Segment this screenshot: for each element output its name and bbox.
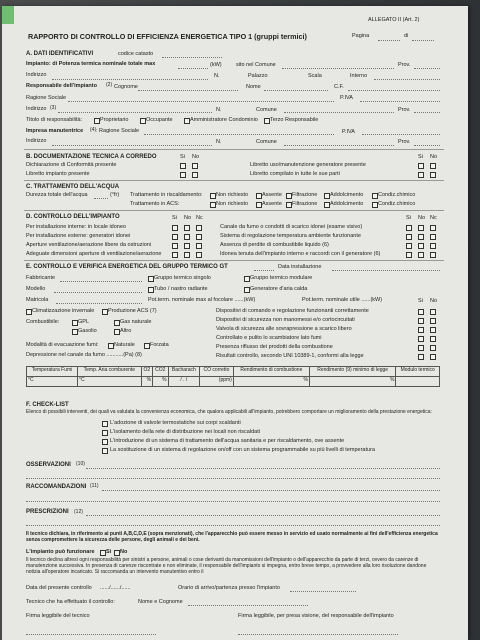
b-no-header-right: No bbox=[430, 154, 438, 160]
d-dimensioni-no[interactable] bbox=[184, 252, 190, 258]
funzionare-no-label: No bbox=[120, 549, 128, 555]
allegato-label: ALLEGATO II (Art. 2) bbox=[368, 17, 420, 23]
tratt-acs-label: Trattamento in ACS: bbox=[130, 201, 180, 207]
indirizzo-field[interactable] bbox=[52, 79, 208, 80]
di-label: di bbox=[404, 33, 409, 39]
nome-label: Nome bbox=[246, 84, 261, 90]
d-generatori-nc[interactable] bbox=[196, 234, 202, 240]
interno-field[interactable] bbox=[374, 79, 440, 80]
e-check-comando: Dispositivi di comando e regolazione funzionanti correttamente bbox=[216, 308, 369, 314]
section-c-heading: C. TRATTAMENTO DELL'ACQUA bbox=[26, 184, 120, 190]
prov3-field[interactable] bbox=[414, 145, 440, 146]
d-perdite-no[interactable] bbox=[418, 243, 424, 249]
e-sicurezza-si[interactable] bbox=[418, 318, 424, 324]
d-si-header-right: Si bbox=[406, 215, 411, 221]
d-canale-nc[interactable] bbox=[430, 225, 436, 231]
d-canale-si[interactable] bbox=[406, 225, 412, 231]
d-tenuta-si[interactable] bbox=[406, 252, 412, 258]
pagina-field[interactable] bbox=[378, 40, 400, 41]
section-a-heading: A. DATI IDENTIFICATIVI bbox=[26, 51, 94, 57]
depressione-label: Depressione nel canale da fumo ...........(Pa) (8) bbox=[26, 352, 142, 358]
f-isolamento-checkbox[interactable] bbox=[102, 430, 108, 436]
prov2-field[interactable] bbox=[414, 112, 440, 113]
f-item-isolamento: L'isolamento della rete di distribuzione nei locali non riscaldati bbox=[110, 429, 260, 435]
th-co2: CO2 bbox=[153, 367, 169, 377]
cf-field[interactable] bbox=[348, 90, 440, 91]
comune-field[interactable] bbox=[282, 68, 394, 69]
gpl-label: GPL bbox=[78, 319, 90, 325]
interno-label: Interno bbox=[350, 73, 368, 79]
terzo-responsabile-label: Terzo Responsabile bbox=[270, 117, 319, 123]
cf-label: C.F. bbox=[334, 84, 344, 90]
divider bbox=[24, 210, 444, 211]
b-libretto-compilato-no[interactable] bbox=[430, 172, 436, 178]
b-libretto-impianto-no[interactable] bbox=[192, 172, 198, 178]
th-temp-fumi: Temperatura Fumi bbox=[27, 367, 78, 377]
d-generatori-si[interactable] bbox=[172, 234, 178, 240]
acs-filtrazione-label: Filtrazione bbox=[292, 201, 318, 207]
d-generatori-no[interactable] bbox=[184, 234, 190, 240]
numero3-label: N. bbox=[216, 139, 222, 145]
d-perdite-si[interactable] bbox=[406, 243, 412, 249]
d-nc-header: Nc bbox=[196, 215, 203, 221]
tubo-radiante-label: Tubo / nastro radiante bbox=[154, 286, 208, 292]
matricola-label: Matricola bbox=[26, 297, 49, 303]
titolo-label: Titolo di responsabilità: bbox=[26, 117, 83, 123]
indirizzo2-label: Indirizzo bbox=[26, 106, 47, 112]
b-si-header: Si bbox=[180, 154, 185, 160]
checklist-intro: Elenco di possibili interventi, dei quali va valutata la convenienza economica, che qualora applicabili all'impianto, potrebbero comportare un miglioramento della prestazione energetica: bbox=[26, 409, 432, 415]
green-folder-edge bbox=[2, 6, 14, 24]
e-valvola-no[interactable] bbox=[430, 327, 436, 333]
raccomandazioni-field[interactable] bbox=[102, 490, 440, 491]
comune2-label: Comune bbox=[256, 107, 277, 113]
b-item-dichiarazione: Dichiarazione di Conformità presente bbox=[26, 162, 117, 168]
f-item-regolazione: La sostituzione di un sistema di regolazione on/off con un sistema programmabile su più livelli di temperatura bbox=[110, 447, 375, 453]
measurement-table bbox=[26, 366, 440, 387]
osservazioni-field-2[interactable] bbox=[26, 478, 440, 479]
b-no-header: No bbox=[192, 154, 200, 160]
comune3-field[interactable] bbox=[284, 145, 394, 146]
responsabile-note: (2) bbox=[106, 82, 113, 88]
d-canale-no[interactable] bbox=[418, 225, 424, 231]
f-item-valvole: L'adozione di valvole termostatiche sui corpi scaldanti bbox=[110, 420, 241, 426]
d-aperture-nc[interactable] bbox=[196, 243, 202, 249]
codice-catasto-field[interactable] bbox=[162, 57, 222, 58]
scala-label: Scala bbox=[308, 73, 322, 79]
b-dichiarazione-si[interactable] bbox=[180, 163, 186, 169]
acs-assente-label: Assente bbox=[262, 201, 282, 207]
orario-field[interactable] bbox=[290, 591, 356, 592]
numero2-label: N. bbox=[216, 107, 222, 113]
th-rendimento: Rendimento di combustione bbox=[233, 367, 309, 377]
ragione-sociale-field[interactable] bbox=[68, 101, 334, 102]
raccomandazioni-heading: RACCOMANDAZIONI bbox=[26, 484, 87, 490]
b-si-header-right: Si bbox=[418, 154, 423, 160]
nome-cognome-label: Nome e Cognome bbox=[138, 599, 183, 605]
divider bbox=[24, 260, 444, 261]
modello-field[interactable] bbox=[54, 292, 142, 293]
th-rendimento-min: Rendimento (9) minimo di legge bbox=[309, 367, 395, 377]
e-comando-si[interactable] bbox=[418, 309, 424, 315]
d-regolazione-nc[interactable] bbox=[430, 234, 436, 240]
e-scambiatore-no[interactable] bbox=[430, 336, 436, 342]
section-e-heading: E. CONTROLLO E VERIFICA ENERGETICA DEL GRUPPO TERMICO GT bbox=[26, 264, 228, 270]
proprietario-label: Proprietario bbox=[100, 117, 129, 123]
d-dimensioni-nc[interactable] bbox=[196, 252, 202, 258]
comune2-field[interactable] bbox=[284, 112, 394, 113]
d-regolazione-si[interactable] bbox=[406, 234, 412, 240]
divider bbox=[24, 180, 444, 181]
e-check-sicurezza: Dispositivi di sicurezza non manomessi e/o cortocircuitati bbox=[216, 317, 355, 323]
f-regolazione-checkbox[interactable] bbox=[102, 448, 108, 454]
forzata-label: Forzata bbox=[150, 342, 169, 348]
f-item-trattamento: L'introduzione di un sistema di trattamento dell'acqua sanitaria e per riscaldamento, ove assente bbox=[110, 438, 345, 444]
td-rendimento-min-unit[interactable]: % bbox=[309, 377, 395, 387]
e-risultati-si[interactable] bbox=[418, 354, 424, 360]
e-valvola-si[interactable] bbox=[418, 327, 424, 333]
impresa-piva-label: P.IVA bbox=[342, 129, 355, 135]
form-title: RAPPORTO DI CONTROLLO DI EFFICIENZA ENERGETICA TIPO 1 (gruppi termici) bbox=[28, 32, 307, 41]
risc-non-richiesto-label: Non richiesto bbox=[216, 192, 249, 198]
d-item-perdite: Assenza di perdite di combustibile liquido (6) bbox=[220, 242, 329, 248]
gruppo-singolo-label: Gruppo termico singolo bbox=[154, 275, 211, 281]
disclaimer-text: Il tecnico declina altresì ogni responsabilità per sinistri a persone, animali o cose derivanti da manomissioni dell'impianto o dell'apparecchio da parte di terzi, ovvero da carenze di manutenzione successiva. In presenza di carenze riscontrate e non eliminate, il responsabile dell'impianto si impegna, entro breve tempo, a provvedere alla loro risoluzione dandone notizia all'operatore incaricato. Si raccomanda un intervento manutentivo entro il bbox=[26, 557, 427, 575]
generatore-aria-label: Generatore d'aria calda bbox=[250, 286, 308, 292]
prescrizioni-field[interactable] bbox=[86, 515, 440, 516]
td-rendimento-unit[interactable]: % bbox=[233, 377, 309, 387]
d-item-locale-idoneo: Per installazione interne: in locale idoneo bbox=[26, 224, 126, 230]
prov-field[interactable] bbox=[414, 68, 440, 69]
orario-label: Orario di arrivo/partenza presso l'impianto bbox=[178, 585, 280, 591]
gasolio-label: Gasolio bbox=[78, 328, 97, 334]
d-item-generatori-idonei: Per installazione esterne: generatori idonei bbox=[26, 233, 131, 239]
d-locale-si[interactable] bbox=[172, 225, 178, 231]
pot-focolare-label: Pot.term. nominale max al focolare ......(kW) bbox=[148, 297, 256, 303]
th-co-corretto: CO corretto bbox=[200, 367, 234, 377]
indirizzo-label: Indirizzo bbox=[26, 72, 47, 78]
d-item-regolazione: Sistema di regolazione temperatura ambiente funzionante bbox=[220, 233, 361, 239]
b-item-libretto-uso: Libretto uso/manutenzione generatore presente bbox=[250, 162, 366, 168]
palazzo-label: Palazzo bbox=[248, 73, 268, 79]
durezza-label: Durezza totale dell'acqua bbox=[26, 192, 88, 198]
f-valvole-checkbox[interactable] bbox=[102, 421, 108, 427]
b-item-libretto-compilato: Libretto compilato in tutte le sue parti bbox=[250, 171, 340, 177]
e-comando-no[interactable] bbox=[430, 309, 436, 315]
acs-condiz-label: Condiz.chimico bbox=[378, 201, 416, 207]
cognome-field[interactable] bbox=[138, 90, 238, 91]
td-temp-aria-unit[interactable]: °C bbox=[78, 377, 142, 387]
matricola-field[interactable] bbox=[56, 303, 142, 304]
firma-responsabile-label: Firma leggibile, per presa visione, del responsabile dell'impianto bbox=[238, 613, 394, 619]
ragione-sociale-label: Ragione Sociale bbox=[26, 95, 67, 101]
e-scambiatore-si[interactable] bbox=[418, 336, 424, 342]
tecnico-dichiarazione: Il tecnico dichiara, in riferimento ai punti A,B,C,D,E (sopra menzionati), che l'apparecchio può essere messo in servizio ed usato normalmente ai fini dell'efficienza energetica senza compromettere la sicurezza delle persone, degli animali e dei beni. bbox=[26, 531, 438, 543]
gt-number-field[interactable] bbox=[254, 270, 274, 271]
td-o2-unit[interactable]: % bbox=[141, 377, 152, 387]
e-riflusso-si[interactable] bbox=[418, 345, 424, 351]
impresa-label: Impresa manutentrice bbox=[26, 128, 84, 134]
piva-field[interactable] bbox=[360, 101, 440, 102]
td-co2-unit[interactable]: % bbox=[153, 377, 169, 387]
data-installazione-label: Data installazione bbox=[278, 264, 322, 270]
prescrizioni-field-2[interactable] bbox=[26, 525, 440, 526]
section-b-heading: B. DOCUMENTAZIONE TECNICA A CORREDO bbox=[26, 154, 157, 160]
occupante-label: Occupante bbox=[146, 117, 173, 123]
amministratore-label: Amministratore Condominio bbox=[190, 117, 258, 123]
data-installazione-field[interactable] bbox=[332, 270, 440, 271]
e-sicurezza-no[interactable] bbox=[430, 318, 436, 324]
d-locale-nc[interactable] bbox=[196, 225, 202, 231]
funzionare-label: L'impianto può funzionare bbox=[26, 549, 95, 555]
form-document bbox=[2, 6, 468, 640]
d-dimensioni-si[interactable] bbox=[172, 252, 178, 258]
prov2-label: Prov. bbox=[398, 107, 411, 113]
b-libretto-impianto-si[interactable] bbox=[180, 172, 186, 178]
data-controllo-field[interactable]: ....../....../...... bbox=[100, 585, 131, 591]
risc-filtrazione-label: Filtrazione bbox=[292, 192, 318, 198]
d-item-aperture-libere: Aperture ventilazione/aerazione libere da ostruzioni bbox=[26, 242, 152, 248]
e-check-risultati: Risultati controllo, secondo UNI 10389-1, conformi alla legge bbox=[216, 353, 364, 359]
b-libretto-compilato-si[interactable] bbox=[418, 172, 424, 178]
e-check-scambiatore: Controllato e pulito lo scambiatore lato fumi bbox=[216, 335, 322, 341]
comune3-label: Comune bbox=[256, 139, 277, 145]
impresa-piva-field[interactable] bbox=[362, 134, 440, 135]
evacuazione-label: Modalità di evacuazione fumi: bbox=[26, 342, 99, 348]
fabbricante-field[interactable] bbox=[60, 281, 142, 282]
d-item-canale-fumo: Canale da fumo o condotti di scarico idonei (esame visivo) bbox=[220, 224, 363, 230]
td-temp-fumi-unit[interactable]: °C bbox=[27, 377, 78, 387]
nome-cognome-field[interactable] bbox=[188, 605, 308, 606]
indirizzo2-field[interactable] bbox=[58, 112, 212, 113]
risc-condiz-label: Condiz.chimico bbox=[378, 192, 416, 198]
pot-utile-label: Pot.term. nominale utile ......(kW) bbox=[302, 297, 383, 303]
raccomandazioni-field-2[interactable] bbox=[26, 501, 440, 502]
e-risultati-no[interactable] bbox=[430, 354, 436, 360]
section-d-heading: D. CONTROLLO DELL'IMPIANTO bbox=[26, 214, 120, 220]
d-perdite-nc[interactable] bbox=[430, 243, 436, 249]
e-si-header: Si bbox=[418, 298, 423, 304]
td-co-unit[interactable]: (ppm) bbox=[200, 377, 234, 387]
d-item-tenuta: Idonea tenuta dell'impianto interno e raccordi con il generatore (6) bbox=[220, 251, 381, 257]
impianto-label: Impianto: di Potenza termica nominale totale max bbox=[26, 61, 156, 67]
prescrizioni-heading: PRESCRIZIONI bbox=[26, 509, 69, 515]
f-trattamento-checkbox[interactable] bbox=[102, 439, 108, 445]
acs-non-richiesto-label: Non richiesto bbox=[216, 201, 249, 207]
acs-addolcimento-label: Addolcimento bbox=[330, 201, 364, 207]
risc-addolcimento-label: Addolcimento bbox=[330, 192, 364, 198]
impresa-ragione-label: : Ragione Sociale bbox=[96, 128, 140, 134]
firma-tecnico-field[interactable] bbox=[26, 634, 156, 635]
th-bacharach: Bacharach bbox=[168, 367, 200, 377]
d-nc-header-right: Nc bbox=[430, 215, 437, 221]
d-aperture-no[interactable] bbox=[184, 243, 190, 249]
d-si-header: Si bbox=[172, 215, 177, 221]
b-dichiarazione-no[interactable] bbox=[192, 163, 198, 169]
responsabile-label: Responsabile dell'impianto bbox=[26, 83, 97, 89]
modello-label: Modello bbox=[26, 286, 46, 292]
b-libretto-uso-si[interactable] bbox=[418, 163, 424, 169]
combustibile-label: Combustibile: bbox=[26, 319, 60, 325]
tecnico-label: Tecnico che ha effettuato il controllo: bbox=[26, 599, 115, 605]
impresa-note: (4) bbox=[90, 127, 97, 133]
gruppo-modulare-label: Gruppo termico modulare bbox=[250, 275, 313, 281]
table-header-row bbox=[27, 367, 440, 377]
piva-label: P.IVA bbox=[340, 95, 353, 101]
numero-label: N. bbox=[214, 73, 220, 79]
sito-comune-label: sito nel Comune bbox=[236, 62, 276, 68]
gas-naturale-label: Gas naturale bbox=[120, 319, 152, 325]
b-item-libretto-impianto: Libretto impianto presente bbox=[26, 171, 90, 177]
d-regolazione-no[interactable] bbox=[418, 234, 424, 240]
pagina-label: Pagina bbox=[352, 33, 370, 39]
td-modulo[interactable] bbox=[396, 377, 440, 387]
naturale-label: Naturale bbox=[114, 342, 135, 348]
di-field[interactable] bbox=[412, 40, 434, 41]
divider bbox=[24, 149, 444, 150]
durezza-field[interactable] bbox=[94, 198, 108, 199]
d-no-header: No bbox=[184, 215, 192, 221]
d-item-dimensioni-aperture: Adeguate dimensioni aperture di ventilazione/aerazione bbox=[26, 251, 162, 257]
fabbricante-label: Fabbricante bbox=[26, 275, 56, 281]
firma-responsabile-field[interactable] bbox=[238, 634, 398, 635]
potenza-field[interactable] bbox=[178, 68, 208, 69]
prov-label: Prov. bbox=[398, 62, 411, 68]
e-no-header: No bbox=[430, 298, 438, 304]
funzionare-si-label: Si bbox=[106, 549, 112, 555]
firma-tecnico-label: Firma leggibile del tecnico bbox=[26, 613, 90, 619]
b-libretto-uso-no[interactable] bbox=[430, 163, 436, 169]
table-value-row[interactable] bbox=[27, 377, 440, 387]
e-check-riflusso: Presenza riflusso dei prodotti della combustione bbox=[216, 344, 333, 350]
section-f-heading: F. CHECK-LIST bbox=[26, 402, 69, 408]
td-bacharach-unit[interactable]: / . / bbox=[168, 377, 200, 387]
prov3-label: Prov. bbox=[398, 139, 411, 145]
d-tenuta-nc[interactable] bbox=[430, 252, 436, 258]
th-o2: O2 bbox=[141, 367, 152, 377]
th-modulo: Modulo termico bbox=[396, 367, 440, 377]
osservazioni-note: (10) bbox=[76, 461, 85, 467]
risc-assente-label: Assente bbox=[262, 192, 282, 198]
kw-unit: (kW) bbox=[210, 62, 222, 68]
e-check-valvola: Valvola di sicurezza alle sovrapressione a scarico libero bbox=[216, 326, 352, 332]
tratt-risc-label: Trattamento in riscaldamento: bbox=[130, 192, 203, 198]
altro-label: Altro bbox=[120, 328, 132, 334]
clima-invernale-label: Climatizzazione invernale bbox=[32, 308, 95, 314]
d-tenuta-no[interactable] bbox=[418, 252, 424, 258]
indirizzo3-field[interactable] bbox=[52, 145, 212, 146]
indirizzo2-note: (3) bbox=[50, 105, 57, 111]
nome-field[interactable] bbox=[264, 90, 328, 91]
th-temp-aria: Temp. Aria comburente bbox=[78, 367, 142, 377]
d-no-header-right: No bbox=[418, 215, 426, 221]
data-controllo-label: Data del presente controllo bbox=[26, 585, 92, 591]
d-aperture-si[interactable] bbox=[172, 243, 178, 249]
raccomandazioni-note: (11) bbox=[90, 483, 99, 489]
durezza-unit: (°fr) bbox=[110, 192, 120, 198]
indirizzo3-label: Indirizzo bbox=[26, 138, 47, 144]
osservazioni-heading: OSSERVAZIONI bbox=[26, 462, 71, 468]
impresa-ragione-field[interactable] bbox=[144, 134, 334, 135]
prescrizioni-note: (12) bbox=[74, 509, 83, 515]
produzione-acs-label: Produzione ACS (7) bbox=[108, 308, 157, 314]
e-riflusso-no[interactable] bbox=[430, 345, 436, 351]
osservazioni-field[interactable] bbox=[86, 468, 440, 469]
cognome-label: Cognome bbox=[114, 84, 138, 90]
codice-catasto-label: codice catasto bbox=[118, 51, 154, 57]
d-locale-no[interactable] bbox=[184, 225, 190, 231]
